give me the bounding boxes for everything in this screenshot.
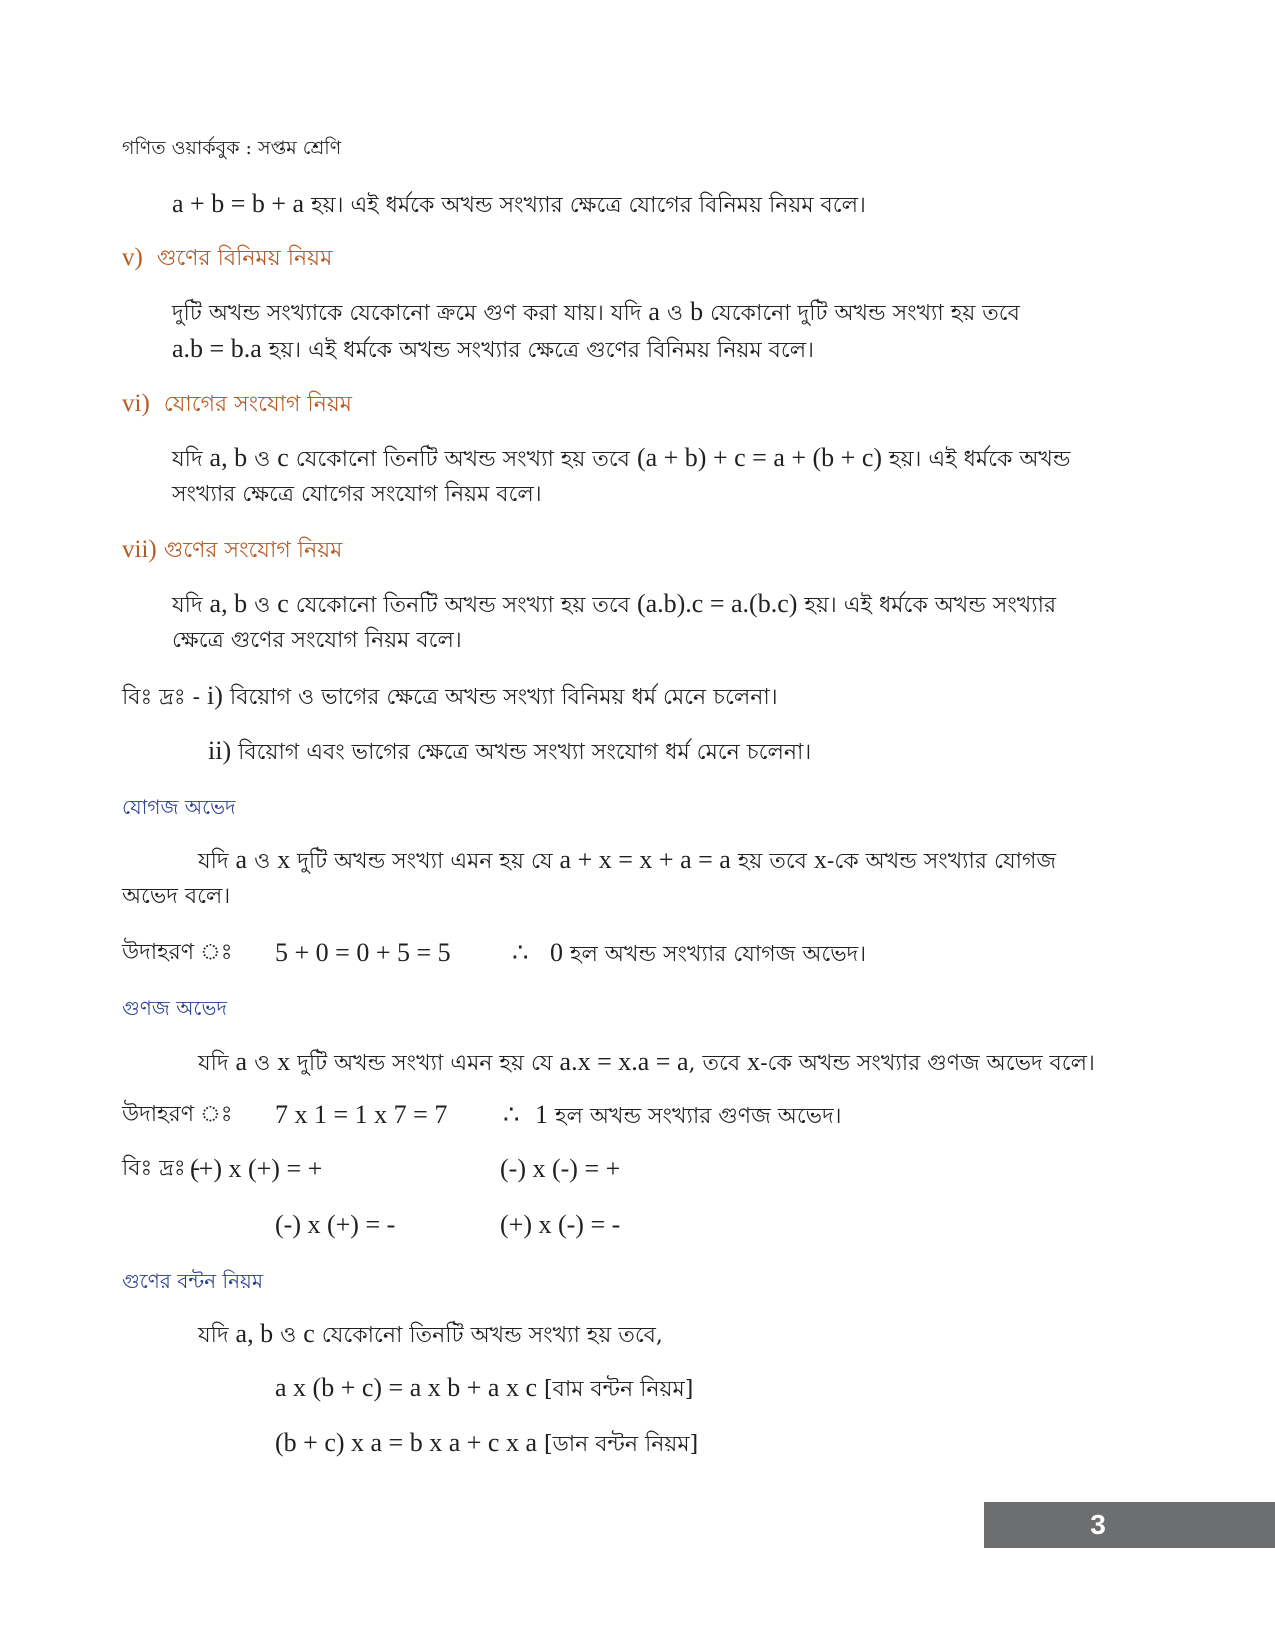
math-inline: (b + c) x a = b x a + c x a <box>275 1428 538 1457</box>
therefore-symbol: ∴ <box>503 1100 520 1129</box>
page-number: 3 <box>1090 1509 1106 1540</box>
section-heading-v <box>122 243 332 274</box>
paragraph-line <box>198 845 1056 877</box>
math-inline: (a + b) + c = a + (b + c) <box>636 443 883 472</box>
heading-additive-identity: যোগজ অভেদ <box>122 795 236 819</box>
math-inline: c <box>303 1319 315 1348</box>
text-inline: যেকোনো তিনটি অখন্ড সংখ্যা হয় তবে, <box>314 1323 663 1348</box>
text-inline: হল অখন্ড সংখ্যার গুণজ অভেদ। <box>548 1104 842 1129</box>
section-title: গুণের বিনিময় নিয়ম <box>156 246 333 271</box>
example-conclusion <box>550 938 866 970</box>
right-distributive-formula <box>275 1428 698 1460</box>
note-label: বিঃ দ্রঃ - <box>122 685 208 710</box>
sign-rule: (+) x (+) = + <box>190 1154 323 1183</box>
text-inline: দুটি অখন্ড সংখ্যাকে যেকোনো ক্রমে গুণ করা যায়। যদি <box>172 301 649 326</box>
paragraph-line: সংখ্যার ক্ষেত্রে যোগের সংযোগ নিয়ম বলে। <box>172 482 542 507</box>
math-inline: b <box>690 297 704 326</box>
math-inline: x <box>277 845 291 874</box>
section-number: vi) <box>122 390 150 417</box>
text-inline: হয়। এই ধর্মকে অখন্ড সংখ্যার <box>797 593 1057 618</box>
math-inline: x <box>747 1047 761 1076</box>
text-inline: যেকোনো দুটি অখন্ড সংখ্যা হয় তবে <box>703 301 1020 326</box>
example-label: উদাহরণ ঃ <box>122 1102 233 1127</box>
text-inline: দুটি অখন্ড সংখ্যা এমন হয় যে <box>290 1051 560 1076</box>
math-inline: a, b <box>209 443 248 472</box>
text-inline: [ডান বন্টন নিয়ম] <box>537 1432 699 1457</box>
math-inline: x <box>277 1047 291 1076</box>
text-inline: -কে অখন্ড সংখ্যার গুণজ অভেদ বলে। <box>760 1051 1095 1076</box>
text-inline: ও <box>247 849 278 874</box>
section-heading-vii <box>122 535 342 566</box>
math-inline: a, b <box>235 1319 274 1348</box>
therefore-symbol: ∴ <box>512 938 529 967</box>
page-number-bar <box>984 1502 1275 1548</box>
math-inline: c <box>277 443 289 472</box>
example-equation: 5 + 0 = 0 + 5 = 5 <box>275 938 451 967</box>
heading-multiplicative-identity: গুণজ অভেদ <box>122 996 227 1020</box>
text-inline: ও <box>273 1323 304 1348</box>
text-inline: যদি <box>198 1323 236 1348</box>
sign-rules-label: বিঃ দ্রঃ - <box>122 1156 201 1181</box>
text-inline: যেকোনো তিনটি অখন্ড সংখ্যা হয় তবে <box>288 593 637 618</box>
text-inline: ও <box>247 447 278 472</box>
note-line <box>122 681 778 713</box>
text-inline: দুটি অখন্ড সংখ্যা এমন হয় যে <box>290 849 560 874</box>
sign-rule: (+) x (-) = - <box>500 1210 621 1239</box>
math-inline: a + x = x + a = a <box>559 845 731 874</box>
sign-rule: (-) x (-) = + <box>500 1154 621 1183</box>
math-inline: x <box>813 845 827 874</box>
running-header: গণিত ওয়ার্কবুক : সপ্তম শ্রেণি <box>122 137 342 159</box>
text-inline: হয় তবে <box>730 849 814 874</box>
left-distributive-formula <box>275 1373 693 1405</box>
section-title: যোগের সংযোগ নিয়ম <box>163 392 353 417</box>
paragraph-line <box>198 1319 663 1351</box>
example-label: উদাহরণ ঃ <box>122 940 233 965</box>
math-inline: a, b <box>209 589 248 618</box>
math-inline: a x (b + c) = a x b + a x c <box>275 1373 538 1402</box>
section-number: vii) <box>122 536 157 563</box>
text-inline: বিয়োগ এবং ভাগের ক্ষেত্রে অখন্ড সংখ্যা সংযোগ ধর্ম মেনে চলেনা। <box>231 740 812 765</box>
math-inline: a + b = b + a <box>172 189 305 218</box>
math-inline: a <box>235 845 248 874</box>
paragraph-line: অভেদ বলে। <box>122 884 231 909</box>
text-inline: যদি <box>198 849 236 874</box>
section-heading-vi <box>122 389 352 420</box>
text-inline: [বাম বন্টন নিয়ম] <box>537 1377 694 1402</box>
math-inline: i) <box>207 681 223 710</box>
text-inline: হয়। এই ধর্মকে অখন্ড সংখ্যার ক্ষেত্রে গুণের বিনিময় নিয়ম বলে। <box>261 338 814 363</box>
text-inline: বিয়োগ ও ভাগের ক্ষেত্রে অখন্ড সংখ্যা বিনিময় ধর্ম মেনে চলেনা। <box>222 685 778 710</box>
paragraph-line <box>198 1047 1095 1079</box>
text-inline: হয়। এই ধর্মকে অখন্ড সংখ্যার ক্ষেত্রে যোগের বিনিময় নিয়ম বলে। <box>304 193 866 218</box>
text-inline: হয়। এই ধর্মকে অখন্ড <box>882 447 1071 472</box>
text-inline: যদি <box>172 447 210 472</box>
paragraph-line: ক্ষেত্রে গুণের সংযোগ নিয়ম বলে। <box>172 628 462 653</box>
section-title: গুণের সংযোগ নিয়ম <box>163 538 343 563</box>
math-inline: 1 <box>535 1100 548 1129</box>
commutative-addition-line <box>172 189 866 221</box>
math-inline: a.b = b.a <box>172 334 262 363</box>
example-equation: 7 x 1 = 1 x 7 = 7 <box>275 1100 448 1129</box>
section-number: v) <box>122 244 143 271</box>
text-inline: যদি <box>172 593 210 618</box>
text-inline: ও <box>247 1051 278 1076</box>
math-inline: (a.b).c = a.(b.c) <box>636 589 798 618</box>
heading-distributive-law: গুণের বন্টন নিয়ম <box>122 1269 263 1293</box>
text-inline: হল অখন্ড সংখ্যার যোগজ অভেদ। <box>563 942 867 967</box>
math-inline: a.x = x.a = a <box>559 1047 689 1076</box>
text-inline: যদি <box>198 1051 236 1076</box>
math-inline: ii) <box>208 736 232 765</box>
math-inline: a <box>235 1047 248 1076</box>
example-conclusion <box>535 1100 842 1132</box>
text-inline: , তবে <box>688 1051 748 1076</box>
math-inline: a <box>648 297 660 326</box>
math-inline: 0 <box>550 938 563 967</box>
text-inline: যেকোনো তিনটি অখন্ড সংখ্যা হয় তবে <box>288 447 637 472</box>
math-inline: c <box>277 589 289 618</box>
sign-rule: (-) x (+) = - <box>275 1210 396 1239</box>
text-inline: -কে অখন্ড সংখ্যার যোগজ <box>826 849 1057 874</box>
paragraph-line <box>172 589 1056 621</box>
paragraph-line <box>172 443 1070 475</box>
paragraph-line <box>172 297 1020 329</box>
note-line <box>208 736 811 768</box>
paragraph-line <box>172 334 814 366</box>
text-inline: ও <box>659 301 691 326</box>
text-inline: ও <box>247 593 278 618</box>
